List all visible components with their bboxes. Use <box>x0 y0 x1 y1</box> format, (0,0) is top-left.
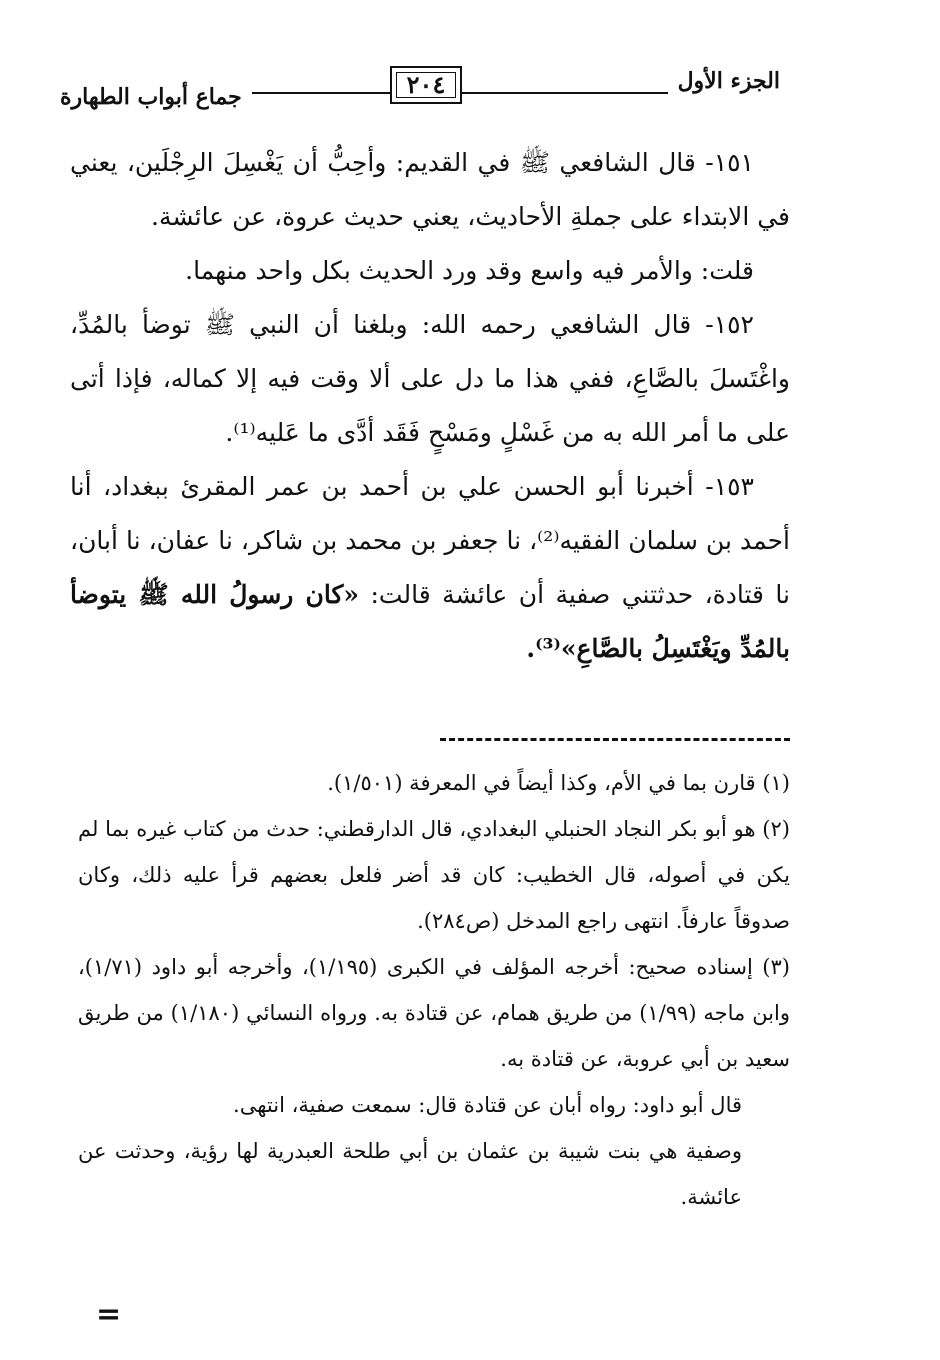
footnotes <box>78 760 790 1220</box>
paragraph-note: قلت: والأمر فيه واسع وقد ورد الحديث بكل واحد منهما. <box>185 256 754 285</box>
footnote-2: (٢) هو أبو بكر النجاد الحنبلي البغدادي، قال الدارقطني: حدث من كتاب غيره بما لم يكن في أصوله، قال الخطيب: كان قد أضر فلعل بعضهم قرأ عليه ذلك، وكان صدوقاً عارفاً. انتهى راجع المدخل (ص٢٨٤). <box>78 817 790 933</box>
footnote-3-note-1: قال أبو داود: رواه أبان عن قتادة قال: سمعت صفية، انتهى. <box>233 1093 742 1117</box>
footnote-3-note-2: وصفية هي بنت شيبة بن عثمان بن أبي طلحة العبدرية لها رؤية، وحدثت عن عائشة. <box>78 1139 742 1209</box>
page-header <box>60 56 780 116</box>
page-number: ٢٠٤ <box>390 66 462 104</box>
footnote-3: (٣) إسناده صحيح: أخرجه المؤلف في الكبرى (١/١٩٥)، وأخرجه أبو داود (١/٧١)، وابن ماجه (١/٩٩) من طريق همام، عن قتادة به. ورواه النسائي (١/١٨٠) من طريق سعيد بن أبي عروبة، عن قتادة به. <box>78 955 790 1071</box>
footnote-separator <box>440 738 790 741</box>
main-text <box>70 136 790 676</box>
paragraph-151: ١٥١- قال الشافعي ﷺ في القديم: وأحِبُّ أن يَغْسِلَ الرِجْلَين، يعني في الابتداء على جملةِ الأحاديث، يعني حديث عروة، عن عائشة. <box>70 148 790 231</box>
volume-label: الجزء الأول <box>668 64 780 98</box>
paragraph-153 <box>70 460 790 676</box>
section-title: جماع أبواب الطهارة <box>60 80 252 114</box>
paragraph-153-isnad: ١٥٣- أخبرنا أبو الحسن علي بن أحمد بن عمر المقرئ ببغداد، أنا أحمد بن سلمان الفقيه⁽²⁾، نا جعفر بن محمد بن شاكر، نا عفان، نا أبان، نا قتادة، حدثتني صفية أن عائشة قالت: <box>70 472 791 609</box>
hadith-quote: «كان رسولُ الله ﷺ يتوضأ بالمُدِّ ويَغْتَسِلُ بالصَّاعِ»⁽³⁾. <box>70 580 790 663</box>
end-mark: = <box>96 1297 122 1332</box>
paragraph-152: ١٥٢- قال الشافعي رحمه الله: وبلغنا أن النبي ﷺ توضأ بالمُدِّ، واغْتَسلَ بالصَّاعِ، ففي هذا ما دل على ألا وقت فيه إلا كماله، فإذا أتى على ما أمر الله به من غَسْلٍ ومَسْحٍ فَقَد أدَّى ما عَليه⁽¹⁾. <box>70 310 790 447</box>
footnote-1: (١) قارن بما في الأم، وكذا أيضاً في المعرفة (١/٥٠١). <box>327 771 790 795</box>
